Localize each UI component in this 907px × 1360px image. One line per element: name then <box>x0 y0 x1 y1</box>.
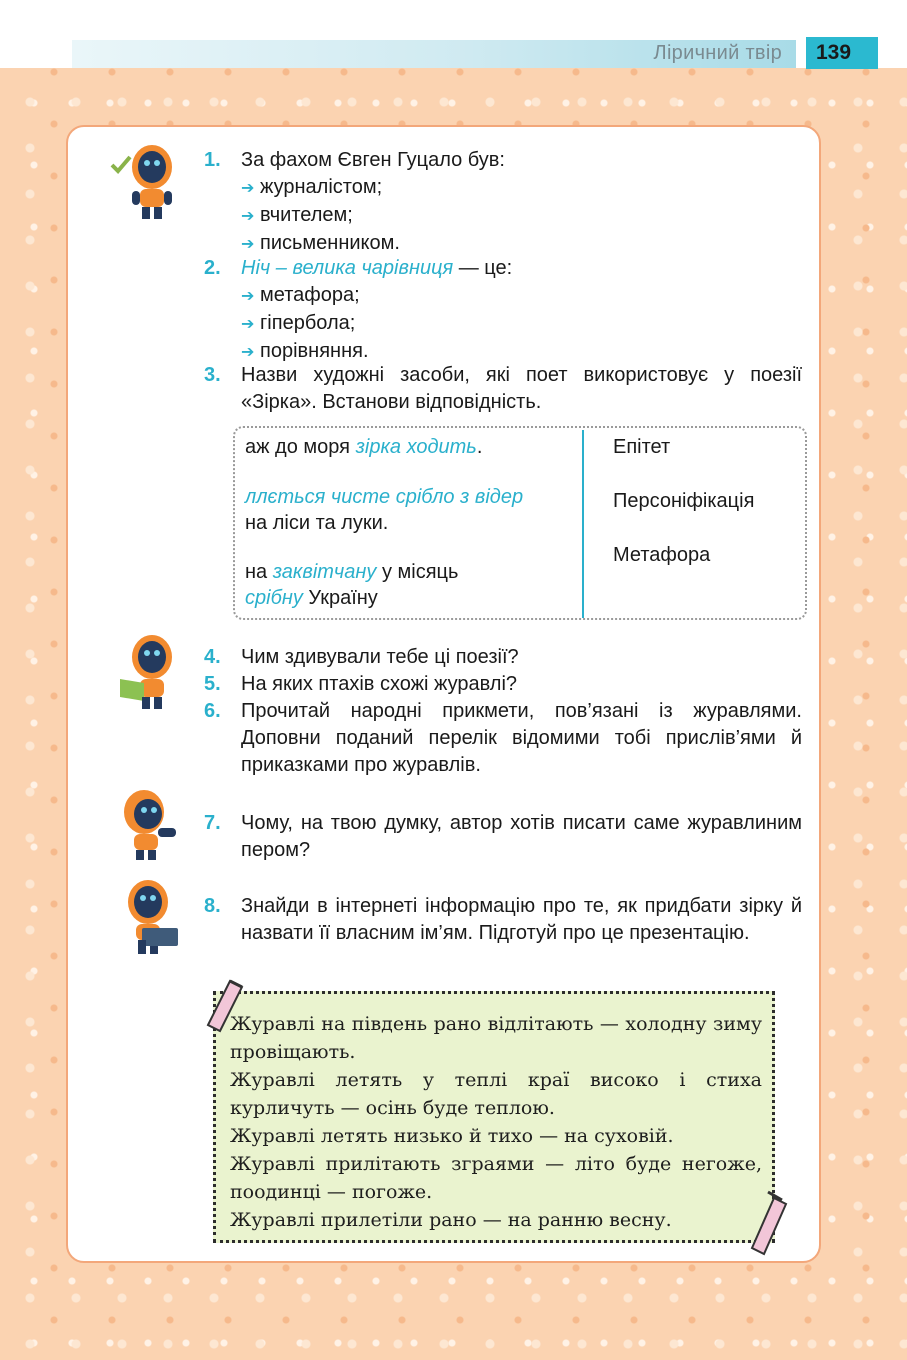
robot-mascot-icon <box>106 143 182 223</box>
answer-option: ➔ письменником. <box>241 230 802 258</box>
question-7 <box>204 810 802 864</box>
answer-option: ➔ гіпербола; <box>241 310 802 338</box>
question-text: На яких птахів схожі журавлі? <box>241 673 518 695</box>
question-number: 8. <box>204 895 221 917</box>
answer-option: ➔ порівняння. <box>241 338 802 366</box>
highlighted-phrase: Ніч – велика чарівниця <box>241 257 454 279</box>
question-number: 3. <box>204 364 221 386</box>
question-6 <box>204 698 802 779</box>
question-8 <box>204 893 802 947</box>
robot-reading-icon <box>112 633 188 713</box>
matching-left-2: ллється чисте срібло з відер на ліси та луки. <box>245 486 524 534</box>
question-text: За фахом Євген Гуцало був: <box>241 149 505 171</box>
robot-laptop-icon <box>118 878 188 958</box>
matching-right-2: Персоніфікація <box>613 490 755 512</box>
question-text: Чому, на твою думку, автор хотів писати саме журавлиним пером? <box>241 812 802 861</box>
question-number: 1. <box>204 149 221 171</box>
question-text: Ніч – велика чарівниця — це: <box>241 257 513 279</box>
question-2 <box>204 255 802 366</box>
question-text: Знайди в інтернеті інформацію про те, як придбати зірку й назвати її власним ім’ям. Підготуй про це презентацію. <box>241 895 802 944</box>
matching-right-3: Метафора <box>613 544 711 566</box>
question-4 <box>204 644 802 671</box>
proverb-list <box>230 1010 762 1234</box>
arrow-right-icon: ➔ <box>241 316 255 333</box>
question-text: Прочитай народні прикмети, пов’язані із журавлями. Доповни поданий перелік відомими тобі прислів’ями й приказками про журавлів. <box>241 700 802 776</box>
arrow-right-icon: ➔ <box>241 236 255 253</box>
arrow-right-icon: ➔ <box>241 180 255 197</box>
matching-right-1: Епітет <box>613 436 671 458</box>
answer-option: ➔ журналістом; <box>241 174 802 202</box>
matching-table <box>233 426 807 620</box>
question-number: 4. <box>204 646 221 668</box>
matching-left-1: аж до моря зірка ходить. <box>245 436 483 458</box>
question-text: Назви художні засоби, які поет використовує у поезії «Зірка». Встанови відповідність. <box>241 364 802 413</box>
question-number: 2. <box>204 257 221 279</box>
proverb-item: Журавлі летять низько й тихо — на суховій. <box>230 1125 674 1147</box>
robot-pointing-icon <box>110 788 186 864</box>
question-5 <box>204 671 802 698</box>
question-3 <box>204 362 802 416</box>
question-number: 5. <box>204 673 221 695</box>
matching-left-3: на заквітчану у місяць срібну Україну <box>245 561 459 609</box>
question-number: 7. <box>204 812 221 834</box>
proverb-item: Журавлі прилітають зграями — літо буде негоже, поодинці — погоже. <box>230 1153 762 1203</box>
question-text: Чим здивували тебе ці поезії? <box>241 646 519 668</box>
question-number: 6. <box>204 700 221 722</box>
page-header <box>72 40 796 68</box>
answer-option: ➔ метафора; <box>241 282 802 310</box>
arrow-right-icon: ➔ <box>241 288 255 305</box>
page-number: 139 <box>806 37 878 69</box>
question-1 <box>204 147 802 258</box>
proverb-item: Журавлі на південь рано відлітають — холодну зиму провіщають. <box>230 1013 762 1063</box>
answer-option: ➔ вчителем; <box>241 202 802 230</box>
proverb-item: Журавлі прилетіли рано — на ранню весну. <box>230 1209 672 1231</box>
arrow-right-icon: ➔ <box>241 208 255 225</box>
proverb-item: Журавлі летять у теплі краї високо і стиха курличуть — осінь буде теплою. <box>230 1069 762 1119</box>
section-title: Ліричний твір <box>653 42 782 64</box>
column-divider <box>582 430 584 618</box>
arrow-right-icon: ➔ <box>241 344 255 361</box>
